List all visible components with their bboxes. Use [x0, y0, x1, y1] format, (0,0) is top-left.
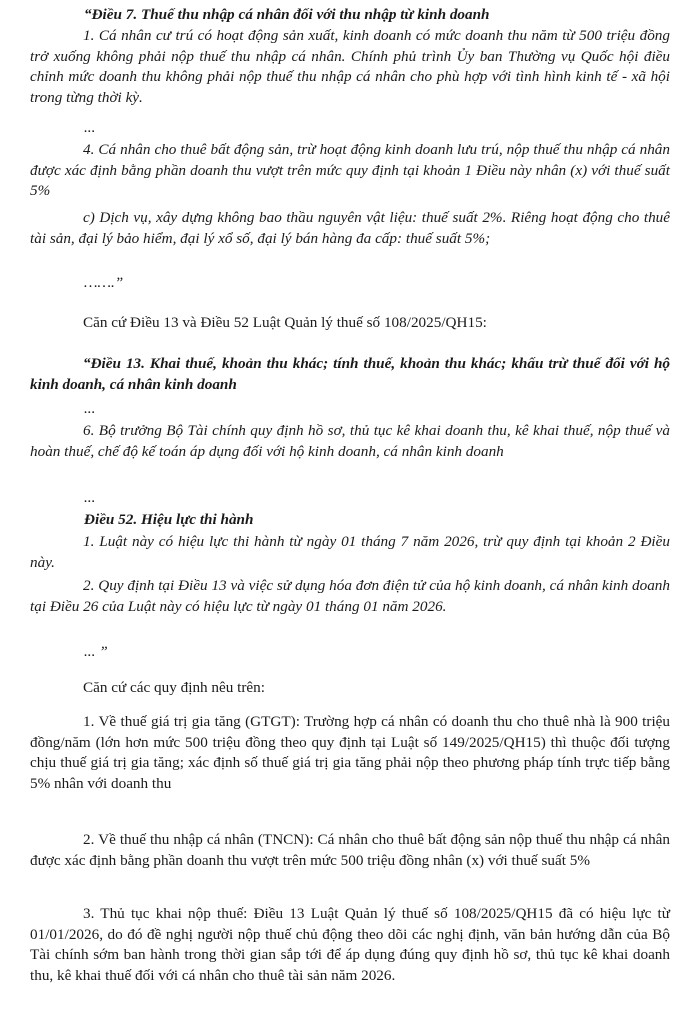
article-52-clause-2: 2. Quy định tại Điều 13 và việc sử dụng hóa đơn điện tử của hộ kinh doanh, cá nhân kinh doanh tại Điều 26 của Luật này có hiệu lực từ ngày 01 tháng 01 năm 2026.: [30, 577, 670, 615]
article-7-point-c: c) Dịch vụ, xây dựng không bao thầu nguyên vật liệu: thuế suất 2%. Riêng hoạt động cho thuê tài sản, đại lý bảo hiểm, đại lý xổ số, đại lý bán hàng đa cấp: thuế suất 5%;: [30, 209, 670, 247]
article-7-title: “Điều 7. Thuế thu nhập cá nhân đối với thu nhập từ kinh doanh: [84, 6, 490, 23]
ellipsis-close-quote: …….”: [84, 274, 124, 291]
legal-basis-law: Căn cứ Điều 13 và Điều 52 Luật Quản lý thuế số 108/2025/QH15:: [83, 314, 487, 331]
article-52-title: Điều 52. Hiệu lực thi hành: [84, 511, 254, 528]
ellipsis-close-quote: ... ”: [84, 643, 108, 660]
article-13-title: “Điều 13. Khai thuế, khoản thu khác; tính thuế, khoản thu khác; khấu trừ thuế đối với hộ kinh doanh, cá nhân kinh doanh: [30, 355, 670, 393]
article-13-clause-6: 6. Bộ trưởng Bộ Tài chính quy định hồ sơ, thủ tục kê khai doanh thu, kê khai thuế, nộp thuế và hoàn thuế, chế độ kế toán áp dụng đối với hộ kinh doanh, cá nhân kinh doanh: [30, 422, 670, 460]
conclusion-filing-procedure: 3. Thủ tục khai nộp thuế: Điều 13 Luật Quản lý thuế số 108/2025/QH15 đã có hiệu lực từ 01/01/2026, do đó đề nghị người nộp thuế chủ động theo dõi các nghị định, văn bản hướng dẫn của Bộ Tài chính sớm ban hành trong thời gian sắp tới để áp dụng đúng quy định hồ sơ, thủ tục kê khai doanh thu, kê khai thuế đối với cá nhân cho thuê tài sản năm 2026.: [30, 905, 670, 984]
article-7-clause-4: 4. Cá nhân cho thuê bất động sản, trừ hoạt động kinh doanh lưu trú, nộp thuế thu nhập cá nhân được xác định bằng phần doanh thu vượt trên mức quy định tại khoản 1 Điều này nhân (x) với thuế suất 5%: [30, 141, 670, 199]
article-7-clause-1: 1. Cá nhân cư trú có hoạt động sản xuất, kinh doanh có mức doanh thu năm từ 500 triệu đồng trở xuống không phải nộp thuế thu nhập cá nhân. Chính phủ trình Ủy ban Thường vụ Quốc hội điều chỉnh mức doanh thu không phải nộp thuế thu nhập cá nhân cho phù hợp với tình hình kinh tế - xã hội trong từng thời kỳ.: [30, 27, 670, 106]
ellipsis: ...: [84, 400, 96, 417]
article-52-clause-1: 1. Luật này có hiệu lực thi hành từ ngày 01 tháng 7 năm 2026, trừ quy định tại khoản 2 Điều này.: [30, 533, 670, 571]
ellipsis: ...: [84, 119, 96, 136]
conclusion-vat: 1. Về thuế giá trị gia tăng (GTGT): Trường hợp cá nhân có doanh thu cho thuê nhà là 900 triệu đồng/năm (lớn hơn mức 500 triệu đồng theo quy định tại Luật số 149/2025/QH15) thì thuộc đối tượng chịu thuế giá trị gia tăng; xác định số thuế giá trị gia tăng phải nộp theo phương pháp tính trực tiếp bằng 5% nhân với doanh thu: [30, 713, 670, 792]
ellipsis: ...: [84, 489, 96, 506]
legal-basis-rules: Căn cứ các quy định nêu trên:: [83, 679, 265, 696]
conclusion-pit: 2. Về thuế thu nhập cá nhân (TNCN): Cá nhân cho thuê bất động sản nộp thuế thu nhập cá nhân được xác định bằng phần doanh thu vượt trên mức 500 triệu đồng nhân (x) với thuế suất 5%: [30, 831, 670, 869]
